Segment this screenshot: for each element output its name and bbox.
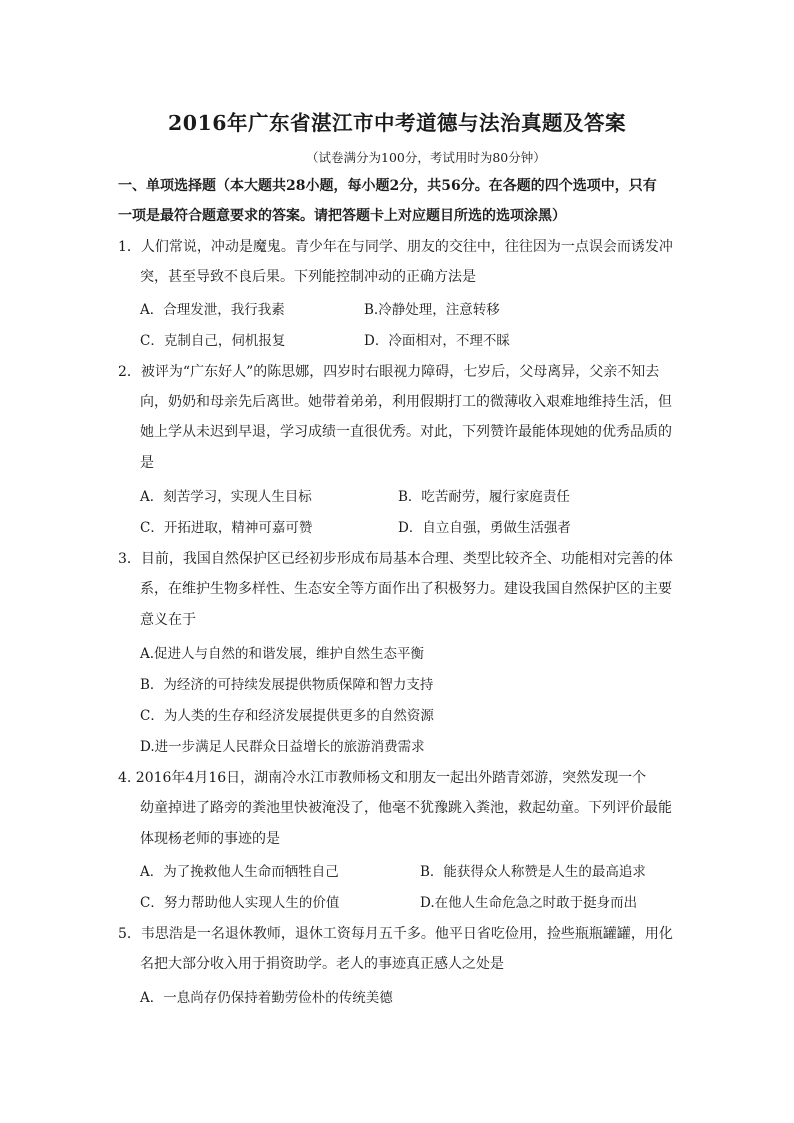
question-1-line-2: 突，甚至导致不良后果。下列能控制冲动的正确方法是 xyxy=(140,269,476,285)
question-2-line-2: 向，奶奶和母亲先后离世。她带着弟弟，利用假期打工的微薄收入艰难地维持生活，但 xyxy=(140,394,672,410)
exam-info: （试卷满分为100分，考试用时为80分钟） xyxy=(306,150,546,165)
question-3-line-2: 系，在维护生物多样性、生态安全等方面作出了积极努力。建设我国自然保护区的主要 xyxy=(140,581,672,597)
question-3-option-b: B．为经济的可持续发展提供物质保障和智力支持 xyxy=(140,677,434,693)
question-5-line-2: 名把大部分收入用于捐资助学。老人的事迹真正感人之处是 xyxy=(140,956,504,972)
question-2-option-b: B．吃苦耐劳，履行家庭责任 xyxy=(398,489,570,505)
question-4-option-a: A．为了挽救他人生命而牺牲自己 xyxy=(140,864,339,880)
question-3-line-1: 3．目前，我国自然保护区已经初步形成布局基本合理、类型比较齐全、功能相对完善的体 xyxy=(118,551,673,567)
question-2-option-c: C．开拓进取，精神可嘉可赞 xyxy=(140,520,313,536)
section-heading-line-2: 一项是最符合题意要求的答案。请把答题卡上对应题目所选的选项涂黑） xyxy=(118,208,566,224)
question-1-line-1: 1．人们常说，冲动是魔鬼。青少年在与同学、朋友的交往中，往往因为一点误会而诱发冲 xyxy=(118,239,673,255)
question-2-option-a: A．刻苦学习，实现人生目标 xyxy=(140,489,312,505)
question-4-line-1: 4. 2016年4月16日，湖南冷水江市教师杨文和朋友一起出外踏青郊游，突然发现一个 xyxy=(118,770,647,786)
question-1-option-b: B.冷静处理，注意转移 xyxy=(364,302,500,318)
question-4-option-d: D.在他人生命危急之时敢于挺身而出 xyxy=(420,895,638,911)
question-1-option-a: A．合理发泄，我行我素 xyxy=(140,302,285,318)
question-1-option-d: D．冷面相对，不理不睬 xyxy=(364,333,510,349)
question-4-option-b: B．能获得众人称赞是人生的最高追求 xyxy=(420,864,646,880)
question-2-line-3: 她上学从未迟到早退，学习成绩一直很优秀。对此，下列赞许最能体现她的优秀品质的 xyxy=(140,424,672,440)
section-heading-line-1: 一、单项选择题（本大题共28小题，每小题2分，共56分。在各题的四个选项中，只有 xyxy=(118,178,657,194)
question-2-option-d: D．自立自强，勇做生活强者 xyxy=(398,520,571,536)
question-3-option-c: C．为人类的生存和经济发展提供更多的自然资源 xyxy=(140,708,434,724)
question-3-option-d: D.进一步满足人民群众日益增长的旅游消费需求 xyxy=(140,739,425,755)
question-5-option-a: A．一息尚存仍保持着勤劳俭朴的传统美德 xyxy=(140,990,393,1006)
question-4-line-2: 幼童掉进了路旁的粪池里快被淹没了，他毫不犹豫跳入粪池，救起幼童。下列评价最能 xyxy=(140,800,672,816)
question-4-option-c: C．努力帮助他人实现人生的价值 xyxy=(140,895,340,911)
question-3-option-a: A.促进人与自然的和谐发展，维护自然生态平衡 xyxy=(140,646,425,662)
question-2-line-1: 2．被评为“广东好人”的陈思娜，四岁时右眼视力障碍，七岁后，父母离异，父亲不知去 xyxy=(118,364,660,380)
page-title: 2016年广东省湛江市中考道德与法治真题及答案 xyxy=(167,111,627,135)
question-4-line-3: 体现杨老师的事迹的是 xyxy=(140,831,280,847)
question-2-line-4: 是 xyxy=(140,455,154,471)
question-1-option-c: C．克制自己，伺机报复 xyxy=(140,333,286,349)
question-3-line-3: 意义在于 xyxy=(140,612,196,628)
question-5-line-1: 5．韦思浩是一名退休教师，退休工资每月五千多。他平日省吃俭用，捡些瓶瓶罐罐，用化 xyxy=(118,926,673,942)
